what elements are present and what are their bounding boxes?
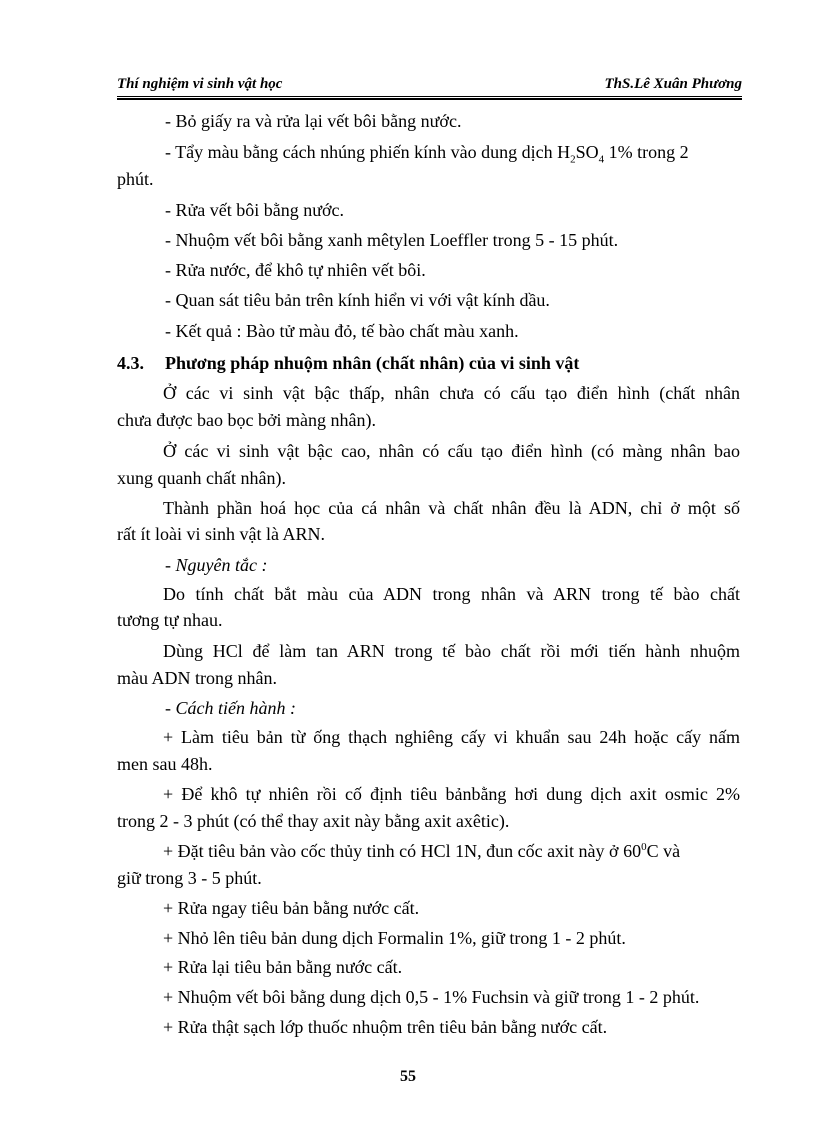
text-line: + Nhuộm vết bôi bằng dung dịch 0,5 - 1% Fuchsin và giữ trong 1 - 2 phút.	[163, 987, 700, 1007]
text-line: Thành phần hoá học của cá nhân và chất nhân đều là ADN, chỉ ở một số	[163, 498, 740, 518]
page-header	[117, 76, 742, 96]
text-line: trong 2 - 3 phút (có thể thay axit này bằng axit axêtic).	[117, 811, 510, 831]
text-line: Ở các vi sinh vật bậc thấp, nhân chưa có cấu tạo điển hình (chất nhân	[163, 383, 740, 403]
subscript: 2	[570, 153, 576, 166]
text-line: - Rửa vết bôi bằng nước.	[165, 200, 344, 220]
text-line: tương tự nhau.	[117, 610, 223, 630]
text-line: phút.	[117, 169, 154, 189]
procedure-label: - Cách tiến hành :	[165, 698, 296, 718]
text-line	[163, 840, 740, 862]
text-line: rất ít loài vi sinh vật là ARN.	[117, 524, 325, 544]
text-line: + Để khô tự nhiên rồi cố định tiêu bảnbằng hơi dung dịch axit osmic 2%	[163, 784, 740, 804]
section-heading	[117, 352, 579, 374]
text-line: chưa được bao bọc bởi màng nhân).	[117, 410, 376, 430]
section-number: 4.3.	[117, 353, 144, 373]
text-line: + Nhỏ lên tiêu bản dung dịch Formalin 1%, giữ trong 1 - 2 phút.	[163, 928, 626, 948]
header-author: ThS.Lê Xuân Phương	[604, 76, 742, 92]
text-line: men sau 48h.	[117, 754, 213, 774]
header-rule-thick	[117, 98, 742, 100]
text-line: + Rửa ngay tiêu bản bằng nước cất.	[163, 898, 420, 918]
header-book-title: Thí nghiệm vi sinh vật học	[117, 76, 283, 92]
text-line: - Bỏ giấy ra và rửa lại vết bôi bằng nước.	[165, 111, 462, 131]
principle-label: - Nguyên tắc :	[165, 555, 268, 575]
text-line: + Làm tiêu bản từ ống thạch nghiêng cấy vi khuẩn sau 24h hoặc cấy nấm	[163, 727, 740, 747]
superscript: 0	[641, 841, 647, 853]
text-line: + Rửa lại tiêu bản bằng nước cất.	[163, 957, 403, 977]
text-line	[165, 141, 740, 166]
text-line: giữ trong 3 - 5 phút.	[117, 868, 262, 888]
text-line: + Rửa thật sạch lớp thuốc nhuộm trên tiêu bản bằng nước cất.	[163, 1017, 608, 1037]
text-span: - Tẩy màu bằng cách nhúng phiến kính vào dung dịch H	[165, 142, 571, 162]
text-span: + Đặt tiêu bản vào cốc thủy tinh có HCl 1N, đun cốc axit này ở 60	[163, 841, 642, 861]
header-rule	[117, 96, 742, 97]
text-line: Dùng HCl để làm tan ARN trong tế bào chất rồi mới tiến hành nhuộm	[163, 641, 740, 661]
text-line: - Kết quả : Bào tử màu đỏ, tế bào chất màu xanh.	[165, 321, 519, 341]
text-line: - Rửa nước, để khô tự nhiên vết bôi.	[165, 260, 426, 280]
subscript: 4	[598, 153, 605, 166]
section-title: Phương pháp nhuộm nhân (chất nhân) của vi sinh vật	[165, 353, 580, 373]
text-line: - Quan sát tiêu bản trên kính hiển vi với vật kính dầu.	[165, 290, 550, 310]
text-line: Ở các vi sinh vật bậc cao, nhân có cấu tạo điển hình (có màng nhân bao	[163, 441, 740, 461]
text-line: xung quanh chất nhân).	[117, 468, 286, 488]
text-line: - Nhuộm vết bôi bằng xanh mêtylen Loeffler trong 5 - 15 phút.	[165, 230, 619, 250]
text-line: Do tính chất bắt màu của ADN trong nhân và ARN trong tế bào chất	[163, 584, 740, 604]
text-span: C và	[646, 841, 681, 861]
page-number: 55	[400, 1068, 416, 1085]
text-line: màu ADN trong nhân.	[117, 668, 277, 688]
text-span: 1% trong 2	[604, 142, 689, 162]
text-span: SO	[575, 142, 599, 162]
